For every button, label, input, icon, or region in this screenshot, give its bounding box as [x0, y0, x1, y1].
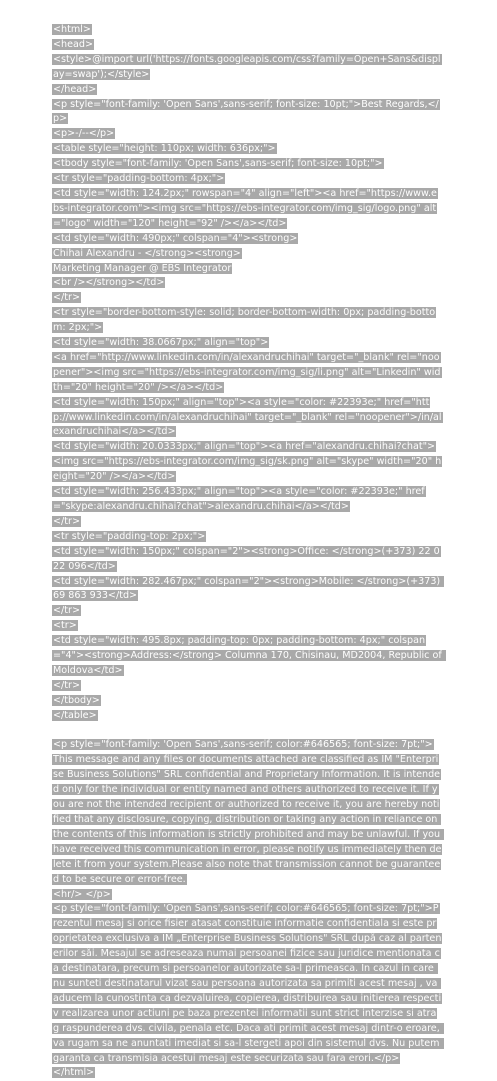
- selected-text: <p>-/--</p>: [53, 128, 115, 140]
- selected-text: <td style="width: 150px;" align="top"><a style="color: #22393e;" href="http://www.linkedin.com/in/alexandruchihai" target="_blank" rel="noopener">/in/alexandruchihai</a></td>: [53, 396, 442, 438]
- selected-text: </tr>: [53, 605, 81, 617]
- selected-text: <p style="font-family: 'Open Sans',sans-serif; color:#646565; font-size: 7pt;">: [53, 739, 433, 751]
- selected-text: </html>: [53, 1067, 95, 1079]
- source-line[interactable]: [52, 351, 442, 396]
- source-line[interactable]: [52, 440, 442, 485]
- selected-text: <td style="width: 38.0667px;" align="top">: [53, 337, 269, 349]
- selected-text: </tbody>: [53, 694, 100, 706]
- selected-text: <hr/> </p>: [53, 888, 111, 900]
- selected-text: <head>: [53, 38, 94, 50]
- selected-text: <br /></strong></td>: [53, 277, 165, 289]
- source-line[interactable]: [52, 619, 442, 634]
- blank-line: [52, 724, 442, 739]
- selected-text: <td style="width: 495.8px; padding-top: 0px; padding-bottom: 4px;" colspan="4"><strong>Address:</strong> Columna 170, Chisinau, MD2004, Republic of Moldova</td>: [53, 635, 445, 676]
- source-line[interactable]: [52, 709, 442, 724]
- source-line[interactable]: [52, 187, 442, 232]
- selected-text: <html>: [53, 24, 91, 35]
- selected-text: <tr>: [53, 620, 77, 632]
- selected-text: <td style="width: 282.467px;" colspan="2"><strong>Mobile: </strong>(+373) 69 863 933</td>: [53, 575, 444, 602]
- selected-text: This message and any files or documents attached are classified as IM "Enterprise Business Solutions" SRL confidential and Proprietary Information. It is intended only for the individual or entity named and others authorized to receive it. If you are not the intended recipient or authorized to receive it, you are hereby notified that any disclosure, copying, distribution or taking any action in reliance on the contents of this information is strictly prohibited and may be unlawful. If you have received this communication in error, please notify us immediately then delete it from your system.Please also note that transmission cannot be guaranteed to be secure or error-free.: [53, 754, 444, 885]
- source-line[interactable]: [52, 485, 442, 515]
- selected-text: <td style="width: 124.2px;" rowspan="4" align="left"><a href="https://www.ebs-integrator.com"><img src="https://ebs-integrator.com/img_sig/logo.png" alt="logo" width="120" height="92" /></a></td>: [53, 187, 437, 229]
- source-line[interactable]: [52, 634, 445, 679]
- selected-text: Marketing Manager @ EBS Integrator: [53, 262, 232, 274]
- source-line[interactable]: [52, 291, 442, 306]
- selected-text: <td style="width: 20.0333px;" align="top"><a href="alexandru.chihai?chat"><img src="https://ebs-integrator.com/img_sig/sk.png" alt="skype" width="20" height="20" /></a></td>: [53, 441, 442, 483]
- selected-text: <td style="width: 256.433px;" align="top"><a style="color: #22393e;" href="skype:alexandru.chihai?chat">alexandru.chihai</a></td>: [53, 486, 425, 512]
- selected-text: <td style="width: 490px;" colspan="4"><strong>: [53, 232, 298, 244]
- source-line[interactable]: [52, 679, 442, 694]
- source-line[interactable]: [52, 83, 442, 98]
- selected-text: <tbody style="font-family: 'Open Sans',sans-serif; font-size: 10pt;">: [53, 158, 383, 170]
- source-line[interactable]: [52, 306, 442, 336]
- source-line[interactable]: [52, 23, 442, 38]
- source-line[interactable]: [52, 336, 442, 351]
- selected-text: <tr style="padding-top: 2px;">: [53, 530, 206, 542]
- source-line[interactable]: [52, 694, 442, 709]
- source-line[interactable]: [52, 1066, 442, 1081]
- selected-text: <p style="font-family: 'Open Sans',sans-serif; color:#646565; font-size: 7pt;">Prezentul mesaj si orice fisier atasat constituie informatie confidentiala si este proprietatea exclusiva a IM „Enterprise Business Solutions" SRL după caz al partenerilor săi. Mesajul se adreseaza numai persoanei fizice sau juridice mentionata ca destinatara, precum si persoanelor autorizate sa-l primeasca. In cazul in care nu sunteti destinatarul vizat sau persoana autorizata sa primiti acest mesaj , va aducem la cunostinta ca dezvaluirea, copierea, distribuirea sau initierea respectiv realizarea unor actiuni pe baza prezentei informatii sunt strict interzise si atrag raspunderea dvs. civila, penala etc. Daca ati primit acest mesaj dintr-o eroare, va rugam sa ne anuntati imediat si sa-l stergeti apoi din sistemul dvs. Nu putem garanta ca transmisia acestui mesaj este securizata sau fara erori.</p>: [53, 903, 443, 1064]
- source-line[interactable]: [52, 604, 442, 619]
- source-line[interactable]: [52, 396, 442, 441]
- source-line[interactable]: [52, 575, 442, 605]
- selected-text: </table>: [53, 709, 97, 721]
- selected-text: Chihai Alexandru - </strong><strong>: [53, 247, 241, 259]
- selected-text: </tr>: [53, 679, 81, 691]
- selected-text: </head>: [53, 83, 97, 95]
- selected-text: </tr>: [53, 292, 81, 304]
- source-line[interactable]: [52, 142, 442, 157]
- selected-text: </tr>: [53, 515, 81, 527]
- source-line[interactable]: [52, 276, 442, 291]
- selected-text: <p style="font-family: 'Open Sans',sans-serif; font-size: 10pt;">Best Regards,</p>: [53, 98, 439, 125]
- selected-text: <a href="http://www.linkedin.com/in/alexandruchihai" target="_blank" rel="noopener"><img src="https://ebs-integrator.com/img_sig/li.png" alt="Linkedin" width="20" height="20" /></a></td>: [53, 351, 441, 393]
- source-line[interactable]: [52, 53, 442, 83]
- source-line[interactable]: [52, 232, 442, 247]
- selected-text: <td style="width: 150px;" colspan="2"><strong>Office: </strong>(+373) 22 022 096</td>: [53, 545, 440, 572]
- source-line[interactable]: [52, 888, 442, 903]
- selected-text: <tr style="border-bottom-style: solid; border-bottom-width: 0px; padding-bottom: 2px;">: [53, 307, 436, 334]
- source-line[interactable]: [52, 157, 442, 172]
- selected-html-source[interactable]: [52, 23, 445, 1081]
- source-line[interactable]: [52, 545, 442, 575]
- signature-markup-block[interactable]: [52, 23, 445, 724]
- source-line[interactable]: [52, 738, 442, 753]
- source-line[interactable]: [52, 38, 442, 53]
- source-line[interactable]: [52, 247, 442, 262]
- selected-text: <tr style="padding-bottom: 4px;">: [53, 173, 225, 185]
- disclaimer-markup-block[interactable]: [52, 738, 442, 1081]
- selected-text: <style>@import url('https://fonts.googleapis.com/css?family=Open+Sans&display=swap');</style>: [53, 53, 441, 80]
- source-line[interactable]: [52, 98, 442, 128]
- selected-text: <table style="height: 110px; width: 636px;">: [53, 143, 276, 155]
- source-line[interactable]: [52, 515, 442, 530]
- source-line[interactable]: [52, 262, 442, 277]
- source-line[interactable]: [52, 753, 442, 887]
- source-line[interactable]: [52, 172, 442, 187]
- source-line[interactable]: [52, 127, 442, 142]
- source-line[interactable]: [52, 530, 442, 545]
- source-line[interactable]: [52, 902, 442, 1066]
